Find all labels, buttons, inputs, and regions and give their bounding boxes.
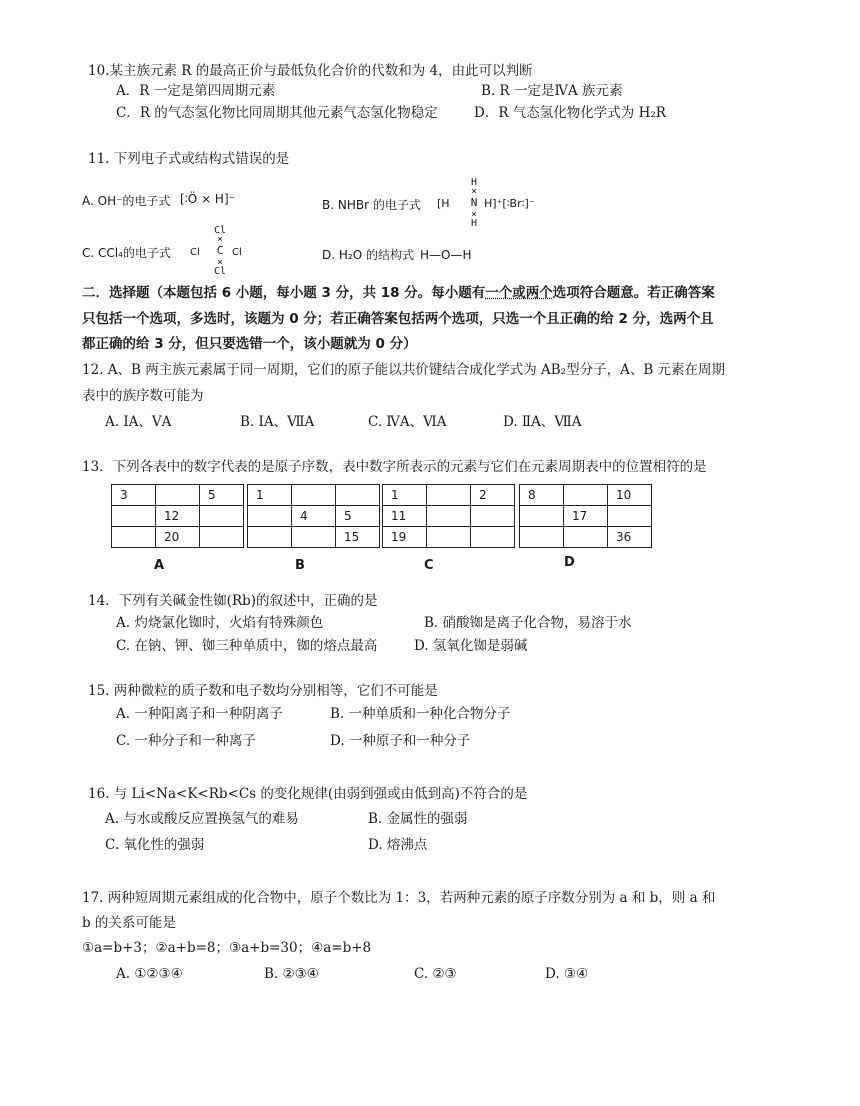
section2-line1-emphasis: 一个或两个 [485,285,553,301]
q14-stem: 14．下列有关碱金性铷(Rb)的叙述中，正确的是 [88,593,378,609]
table-cell [156,485,200,506]
table-cell: 10 [608,485,652,506]
q11-stem: 11. 下列电子式或结构式错误的是 [88,151,290,167]
q13-table-b [247,484,380,548]
q11-option-c-label: C. CCl₄的电子式 [82,246,171,260]
q11-option-b-structure [466,178,482,228]
table-cell: 15 [336,527,380,548]
q13-table-c-label: C [424,558,434,573]
table-cell [427,506,471,527]
q11-b-bond-mark: × [470,186,478,197]
q16-option-b: B. 金属性的强弱 [368,811,468,827]
table-cell: 1 [248,485,292,506]
table-cell: 1 [383,485,427,506]
q14-option-b: B. 硝酸铷是离子化合物，易溶于水 [424,615,632,631]
table-cell: 19 [383,527,427,548]
table-cell [292,527,336,548]
table-cell [564,527,608,548]
table-cell [248,527,292,548]
q16-option-d: D. 熔沸点 [368,837,428,853]
q11-option-a-formula: [∶Ö ⨯ H]⁻ [180,192,235,206]
q11-c-bottom-cl: Cl [213,266,227,277]
table-cell: 12 [156,506,200,527]
q13-table-a [111,484,244,548]
q17-option-c: C. ②③ [414,966,457,982]
q17-option-d: D. ③④ [545,966,589,982]
q11-option-b-bracket-right: H]⁺[∶Br∶]⁻ [484,197,535,210]
q11-b-center-n: N [470,196,478,209]
table-cell [427,485,471,506]
section2-instructions-line1 [82,284,715,302]
q17-option-a: A. ①②③④ [116,966,183,982]
q16-option-c: C. 氧化性的强弱 [105,837,205,853]
q10-option-a: A．R 一定是第四周期元素 [116,83,276,99]
table-cell [112,506,156,527]
q15-stem: 15. 两种微粒的质子数和电子数均分别相等，它们不可能是 [88,683,438,699]
q17-stem-line3: ①a=b+3；②a+b=8；③a+b=30；④a=b+8 [82,940,372,956]
q13-table-b-label: B [295,558,305,573]
q11-b-top-h: H [470,177,478,188]
table-cell: 5 [336,506,380,527]
q11-b-bond-mark-2: × [470,209,478,220]
table-cell: 4 [292,506,336,527]
table-cell: 36 [608,527,652,548]
q11-option-c-right: Cl [232,247,242,258]
q10-option-b: B. R 一定是ⅣA 族元素 [481,83,623,99]
q14-option-c: C. 在钠、钾、铷三种单质中，铷的熔点最高 [116,638,378,654]
q13-table-a-label: A [154,558,165,573]
table-cell: 20 [156,527,200,548]
q12-stem-line1: 12. A、B 两主族元素属于同一周期，它们的原子能以共价键结合成化学式为 AB₂型分子，A、B 元素在周期 [82,362,726,378]
q10-option-d: D．R 气态氢化物化学式为 H₂R [474,105,666,121]
q12-stem-line2: 表中的族序数可能为 [82,388,204,404]
q11-option-a-label: A. OH⁻的电子式 [82,194,171,208]
q13-table-c [382,484,515,548]
q13-table-d-label: D [564,555,575,570]
table-cell [427,527,471,548]
q13-stem: 13．下列各表中的数字代表的是原子序数，表中数字所表示的元素与它们在元素周期表中的位置相符的是 [82,459,707,475]
table-cell: 11 [383,506,427,527]
q15-option-c: C. 一种分子和一种离子 [116,733,256,749]
q15-option-a: A. 一种阳离子和一种阴离子 [116,706,283,722]
q11-option-c-left: Cl [190,247,200,258]
q10-stem: 10.某主族元素 R 的最高正价与最低负化合价的代数和为 4，由此可以判断 [88,63,533,79]
table-cell [112,527,156,548]
q11-c-top-cl: Cl [213,225,227,236]
table-cell: 8 [520,485,564,506]
q10-option-c: C．R 的气态氢化物比同周期其他元素气态氢化物稳定 [116,105,438,121]
q17-stem-line2: b 的关系可能是 [82,915,176,931]
q17-option-b: B. ②③④ [264,966,319,982]
q11-option-c-structure [212,226,228,276]
q12-option-b: B. ⅠA、ⅦA [240,414,315,430]
table-cell: 3 [112,485,156,506]
q14-option-a: A. 灼烧氯化铷时，火焰有特殊颜色 [116,615,324,631]
table-cell: 5 [200,485,244,506]
q15-option-b: B. 一种单质和一种化合物分子 [330,706,511,722]
table-cell [200,506,244,527]
q16-stem: 16. 与 Li<Na<K<Rb<Cs 的变化规律(由弱到强或由低到高)不符合的是 [88,786,528,802]
q11-option-d-label: D. H₂O 的结构式 [322,248,414,262]
q14-option-d: D. 氢氧化铷是弱碱 [414,638,528,654]
section2-line1-part1: 二．选择题（本题包括 6 小题，每小题 3 分，共 18 分。每小题有 [82,285,486,301]
table-cell [336,485,380,506]
table-cell [292,485,336,506]
q11-c-bond-mark: × [216,234,224,245]
section2-instructions-line3: 都正确的给 3 分，但只要选错一个，该小题就为 0 分） [82,336,417,352]
table-cell: 2 [471,485,515,506]
table-cell [564,485,608,506]
q12-option-d: D. ⅡA、ⅦA [503,414,582,430]
q11-option-d-formula: H—O—H [420,248,472,262]
table-cell [520,506,564,527]
q12-option-a: A. ⅠA、ⅤA [105,414,172,430]
section2-line1-part3: 选项符合题意。若正确答案 [552,285,715,301]
table-cell [248,506,292,527]
table-cell: 17 [564,506,608,527]
table-cell [200,527,244,548]
q17-stem-line1: 17. 两种短周期元素组成的化合物中，原子个数比为 1：3，若两种元素的原子序数分别为 a 和 b，则 a 和 [82,890,716,906]
section2-instructions-line2: 只包括一个选项，多选时，该题为 0 分；若正确答案包括两个选项，只选一个且正确的给 2 分，选两个且 [82,311,714,327]
q11-c-bond-mark-2: × [216,257,224,268]
q11-c-center-c: C [216,244,224,257]
q11-option-b-label: B. NHBr 的电子式 [322,198,421,212]
table-cell [608,506,652,527]
table-cell [471,527,515,548]
q12-option-c: C. ⅣA、ⅥA [368,414,447,430]
q16-option-a: A. 与水或酸反应置换氢气的难易 [105,811,299,827]
q11-option-b-bracket-left: [H [437,197,450,210]
table-cell [520,527,564,548]
table-cell [471,506,515,527]
q13-table-d [519,484,652,548]
q11-b-bottom-h: H [470,218,478,229]
q15-option-d: D. 一种原子和一种分子 [330,733,471,749]
